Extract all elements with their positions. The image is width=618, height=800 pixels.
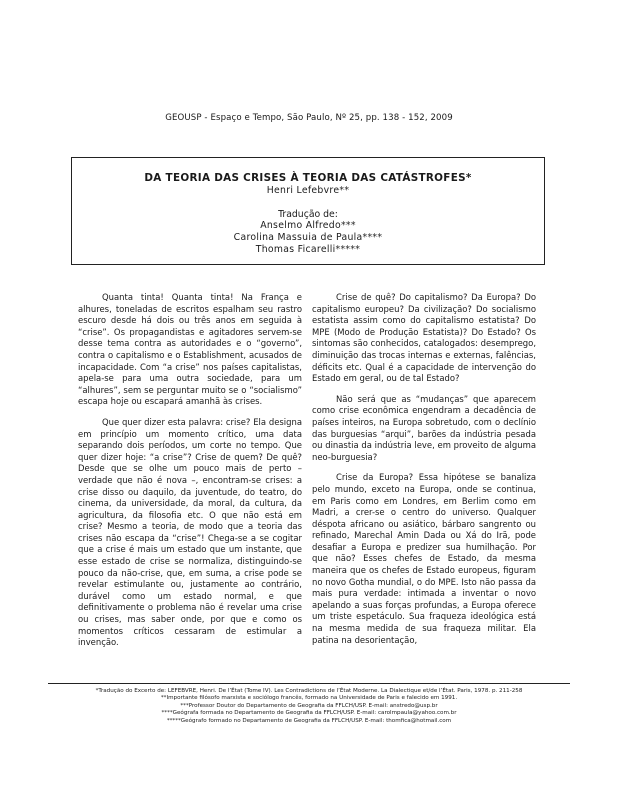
translator-2: Carolina Massuia de Paula**** — [233, 232, 383, 243]
paragraph: Crise de quê? Do capitalismo? Da Europa? Do capitalismo europeu? Da civilização? Do socialismo estatista assim como do capitalismo estatista? Do MPE (Modo de Produção Estatista)? Do Estado? Os sintomas são conhecidos, catalogados: desemprego, diminuição das trocas internas e externas, falências, déficits etc. Qual é a capacidade de intervenção do Estado em geral, ou de tal Estado? — [312, 292, 536, 384]
translator-3: Thomas Ficarelli***** — [255, 244, 361, 255]
paragraph: Que quer dizer esta palavra: crise? Ela designa em princípio um momento crítico, uma data separando dois períodos, um corte no tempo. Que quer dizer hoje: “a crise”? Crise de quem? De quê? Desde que se olhe um pouco mais de perto – verdade que não é nova –, encontram-se crises: a crise disso ou daquilo, da juventude, do teatro, do cinema, da universidade, da moral, da cultura, da agricultura, da filosofia etc. O que não está em crise? Mesmo a teoria, de modo que a teoria das crises não escapa da “crise”! Chega-se a se cogitar que a crise é mais um estado que um instante, que esse estado de crise se normaliza, distinguindo-se pouco da não-crise, que, em suma, a crise pode se revelar estimulante ou, justamente ao contrário, durável como um estado normal, e que definitivamente o problema não é revelar uma crise ou crises, mas saber onde, por que e como os momentos críticos cessaram de estimular a invenção. — [78, 416, 302, 648]
article-title: DA TEORIA DAS CRISES À TEORIA DAS CATÁSTROFES* — [144, 172, 472, 184]
translator-1: Anselmo Alfredo*** — [260, 220, 356, 231]
paragraph: Quanta tinta! Quanta tinta! Na França e alhures, toneladas de escritos espalham seu rastro escuro desde há dois ou três anos em seguida à “crise”. Os propagandistas e agitadores servem-se desse tema contra as autoridades e o “governo”, contra o capitalismo e o Establishment, acusados de incapacidade. Com “a crise” nos países capitalistas, apela-se para uma outra sociedade, para um “alhures”, sem se perguntar muito se o “socialismo” escapa hoje ou escapará amanhã às crises. — [78, 292, 302, 407]
footnote-4: ****Geógrafa formada no Departamento de Geografia da FFLCH/USP. E-mail: carolmpaula@yahoo.com.br — [161, 710, 457, 717]
footnote-1: *Tradução do Excerto de: LEFEBVRE, Henri. De l’État (Tome IV). Les Contradictions de l’État Moderne. La Dialectique et/de l’État. Paris, 1978. p. 211-258 — [95, 688, 523, 694]
journal-header: GEOUSP - Espaço e Tempo, São Paulo, Nº 25, pp. 138 - 152, 2009 — [165, 113, 453, 123]
article-author: Henri Lefebvre** — [266, 185, 350, 196]
left-column — [78, 292, 302, 649]
footnotes — [40, 688, 578, 725]
title-box — [71, 157, 545, 265]
footnote-2: **Importante filósofo marxista e sociólogo francês, formado na Universidade de Paris e falecido em 1991. — [160, 695, 458, 702]
paragraph: Crise da Europa? Essa hipótese se banaliza pelo mundo, exceto na Europa, onde se continua, em Paris como em Londres, em Berlim como em Madri, a crer-se o centro do universo. Qualquer déspota africano ou asiático, bárbaro sangrento ou refinado, Marechal Amin Dada ou Xá do Irã, pode desafiar a Europa e predizer sua humilhação. Por que não? Esses chefes de Estado, da mesma maneira que os chefes de Estado europeus, figuram no novo Gotha mundial, o do MPE. Isto não passa da mais pura verdade: intimada a inventar o novo apelando a suas forças profundas, a Europa oferece um triste espetáculo. Sua fraqueza ideológica está na mesma medida de sua fraqueza militar. Ela patina na desorientação, — [312, 472, 536, 645]
footnote-5: *****Geógrafo formado no Departamento de Geografia da FFLCH/USP. E-mail: thomfica@hotmail.com — [166, 717, 452, 724]
footnote-rule — [48, 683, 570, 684]
paragraph: Não será que as “mudanças” que aparecem como crise econômica engendram a decadência de países inteiros, na Europa sobretudo, com o declínio das burguesias “arqui”, barões da indústria pesada ou dinastia da indústria leve, em proveito de alguma neo-burguesia? — [312, 393, 536, 462]
footnote-3: ***Professor Doutor do Departamento de Geografia da FFLCH/USP. E-mail: anstredo@usp.br — [180, 702, 438, 709]
right-column — [312, 292, 536, 646]
translation-heading: Tradução de: — [278, 209, 338, 220]
